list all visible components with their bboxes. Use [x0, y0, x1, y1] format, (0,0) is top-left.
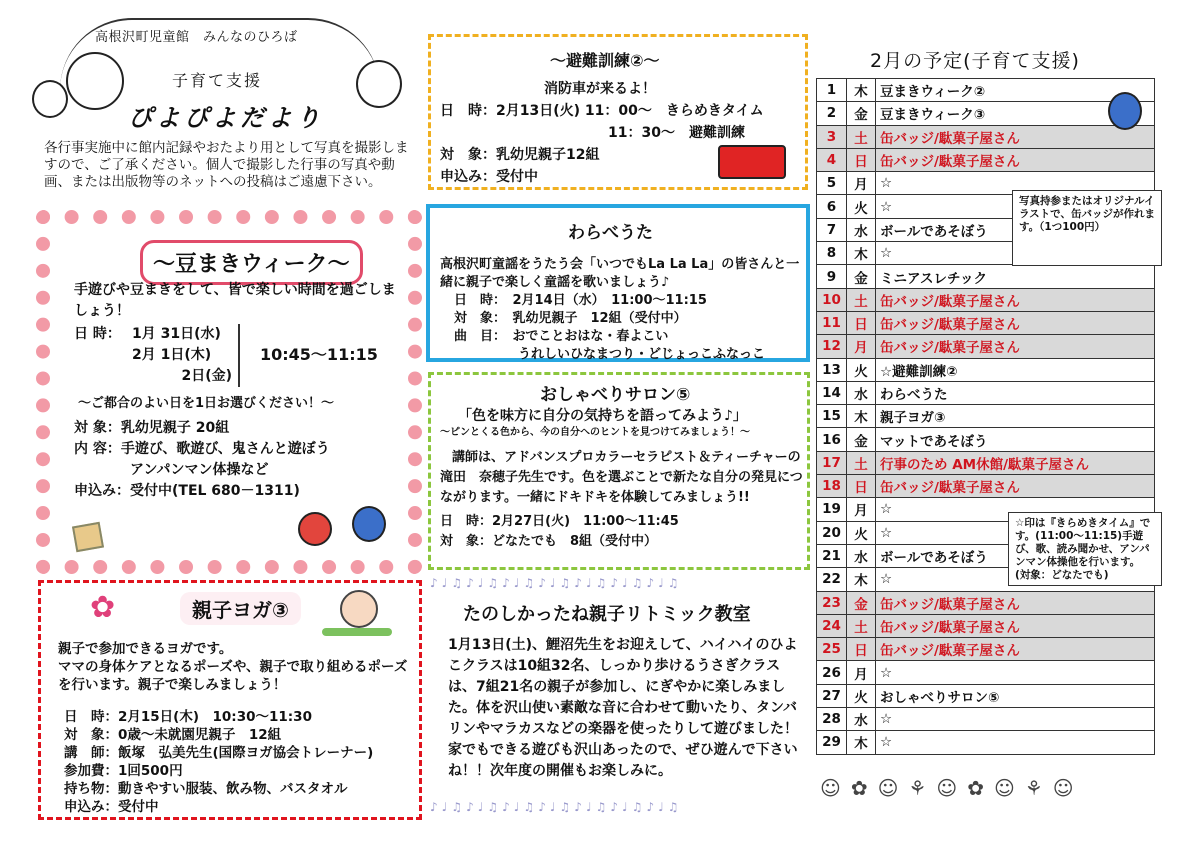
calendar-day: 14	[817, 381, 847, 404]
calendar-event: 缶バッジ/駄菓子屋さん	[876, 591, 1155, 614]
calendar-weekday: 日	[847, 311, 876, 334]
calendar-row	[817, 381, 1155, 404]
mame-date-label: 日 時：	[74, 326, 121, 342]
yoga-target: 対 象：0歳～未就園児親子 12組	[64, 727, 282, 743]
salon-body	[440, 406, 804, 552]
calendar-event: ☆	[876, 521, 1155, 544]
calendar-day: 29	[817, 731, 847, 754]
header-title: ぴよぴよだより	[128, 104, 324, 132]
calendar-weekday: 金	[847, 265, 876, 288]
salon-text: 講師は、アドバンスプロカラーセラピスト＆ティーチャーの滝田 奈穂子先生です。色を選ぶことで新たな自分の発見につながります。一緒にドキドキを体験してみましょう!!	[440, 450, 803, 505]
yoga-apply: 申込み：受付中	[64, 799, 159, 815]
calendar-day: 11	[817, 311, 847, 334]
calendar-event: ボールであそぼう	[876, 544, 1155, 567]
calendar-day: 4	[817, 148, 847, 171]
calendar-weekday: 土	[847, 451, 876, 474]
calendar-weekday: 水	[847, 381, 876, 404]
flower-icon: ✿	[90, 590, 116, 625]
music-notes-decoration: ♪♩♫♪♩♫♪♩♫♪♩♫♪♩♫♪♩♫♪♩♫	[430, 576, 683, 590]
calendar-event: 缶バッジ/駄菓子屋さん	[876, 335, 1155, 358]
oni-blue-icon	[352, 506, 386, 542]
calendar-event: マットであそぼう	[876, 428, 1155, 451]
warabe-intro: 高根沢町童謡をうたう会「いつでもLa La La」の皆さんと一緒に親子で楽しく童謡を歌いましょう♪	[440, 257, 800, 290]
calendar-event: わらべうた	[876, 381, 1155, 404]
calendar-event: 豆まきウィーク③	[876, 102, 1155, 125]
yoga-body	[58, 640, 408, 816]
calendar-weekday: 木	[847, 242, 876, 265]
badge-callout: 写真持参またはオリジナルイラストで、缶バッジが作れます。（1つ100円）	[1012, 190, 1162, 266]
calendar-row	[817, 428, 1155, 451]
calendar-weekday: 水	[847, 218, 876, 241]
calendar-weekday: 月	[847, 172, 876, 195]
calendar-row	[817, 614, 1155, 637]
calendar-event: ☆	[876, 731, 1155, 754]
salon-theme-sub: ～ピンとくる色から、今の自分へのヒントを見つけてみましょう！～	[440, 427, 750, 438]
calendar-weekday: 木	[847, 405, 876, 428]
calendar-day: 2	[817, 102, 847, 125]
calendar-weekday: 水	[847, 708, 876, 731]
calendar-weekday: 月	[847, 498, 876, 521]
calendar-row	[817, 475, 1155, 498]
calendar-event: ☆避難訓練②	[876, 358, 1155, 381]
calendar-weekday: 火	[847, 684, 876, 707]
calendar-weekday: 月	[847, 661, 876, 684]
calendar-event: 缶バッジ/駄菓子屋さん	[876, 288, 1155, 311]
warabe-body	[440, 256, 804, 364]
calendar-day: 18	[817, 475, 847, 498]
calendar-title: 2月の予定(子育て支援)	[870, 50, 1080, 72]
rhythm-body: 1月13日(土)、鯉沼先生をお迎えして、ハイハイのひよこクラスは10組32名、しっかり歩けるうさぎクラスは、7組21名の親子が参加し、にぎやかに楽しみました。体を沢山使い素敵な音に合わせて動いたり、タンバリンやマラカスなどの楽器を使ったりして遊びました！家でもできる遊びも沢山あったので、ぜひ遊んで下さいね！！次年度の開催もお楽しみに。	[448, 637, 798, 779]
calendar-row	[817, 311, 1155, 334]
photo-notice: 各行事実施中に館内記録やおたより用として写真を撮影しますので、ご了承ください。個人で撮影した行事の写真や動画、または出版物等のネットへの投稿はご遠慮下さい。	[44, 140, 409, 190]
calendar-weekday: 木	[847, 79, 876, 102]
calendar-row	[817, 288, 1155, 311]
calendar-day: 23	[817, 591, 847, 614]
calendar-day: 26	[817, 661, 847, 684]
kid-illustration	[32, 80, 68, 118]
mame-week-body	[74, 280, 404, 502]
calendar-day: 22	[817, 568, 847, 591]
calendar-row	[817, 125, 1155, 148]
calendar-day: 1	[817, 79, 847, 102]
calendar-event: ☆	[876, 172, 1155, 195]
salon-theme: 「色を味方に自分の気持ちを語ってみよう♪」	[458, 408, 747, 424]
calendar-weekday: 月	[847, 335, 876, 358]
calendar-day: 7	[817, 218, 847, 241]
header-subtitle: 子育て支援	[172, 71, 263, 90]
calendar-event: 缶バッジ/駄菓子屋さん	[876, 125, 1155, 148]
calendar-row	[817, 451, 1155, 474]
calendar-event: 親子ヨガ③	[876, 405, 1155, 428]
calendar-weekday: 土	[847, 288, 876, 311]
mame-date: 2日(金)	[181, 368, 232, 384]
calendar-row	[817, 591, 1155, 614]
oni-blue-icon	[1108, 92, 1142, 130]
yoga-intro: 親子で参加できるヨガです。	[58, 641, 233, 657]
calendar-day: 10	[817, 288, 847, 311]
calendar-day: 8	[817, 242, 847, 265]
warabe-songs: うれしいひなまつり・どじょっこふなっこ	[518, 347, 766, 362]
calendar-row	[817, 358, 1155, 381]
yoga-intro: ママの身体ケアとなるポーズや、親子で取り組めるポーズを行います。親子で楽しみましょう！	[58, 659, 408, 693]
calendar-weekday: 土	[847, 125, 876, 148]
calendar-row	[817, 265, 1155, 288]
mame-dates	[74, 324, 404, 387]
yoga-fee: 参加費：1回500円	[64, 763, 183, 779]
calendar-weekday: 火	[847, 521, 876, 544]
bottom-decoration-icons: ☺✿☺⚘☺✿☺⚘☺	[820, 776, 1084, 800]
yoga-items: 持ち物：動きやすい服装、飲み物、バスタオル	[64, 781, 348, 797]
music-notes-decoration: ♪♩♫♪♩♫♪♩♫♪♩♫♪♩♫♪♩♫♪♩♫	[430, 800, 683, 814]
mame-date: 1月 31日(水)	[132, 326, 221, 342]
calendar-day: 9	[817, 265, 847, 288]
warabe-date: 日 時： 2月14日（水） 11:00～11:15	[454, 293, 707, 308]
header-org: 高根沢町児童館 みんなのひろば	[95, 30, 298, 45]
calendar-weekday: 日	[847, 148, 876, 171]
salon-title: おしゃべりサロン⑤	[540, 385, 691, 405]
calendar-event: おしゃべりサロン⑤	[876, 684, 1155, 707]
calendar-event: 缶バッジ/駄菓子屋さん	[876, 311, 1155, 334]
calendar-event: 缶バッジ/駄菓子屋さん	[876, 148, 1155, 171]
calendar-weekday: 日	[847, 475, 876, 498]
warabe-songs: 曲 目： おでことおはな・春よこい	[454, 329, 669, 344]
evac-title: ～避難訓練②～	[550, 51, 660, 70]
mame-content: アンパンマン体操など	[130, 462, 269, 478]
calendar-row	[817, 708, 1155, 731]
salon-date: 日 時：2月27日(火) 11:00～11:45	[440, 514, 679, 529]
calendar-day: 20	[817, 521, 847, 544]
calendar-event: 缶バッジ/駄菓子屋さん	[876, 638, 1155, 661]
calendar-day: 28	[817, 708, 847, 731]
calendar-event: ☆	[876, 568, 1155, 591]
calendar-day: 15	[817, 405, 847, 428]
salon-target: 対 象：どなたでも 8組（受付中）	[440, 534, 658, 549]
calendar-weekday: 木	[847, 568, 876, 591]
calendar-event: ボールであそぼう	[876, 218, 1155, 241]
calendar-day: 17	[817, 451, 847, 474]
mame-date: 2月 1日(木)	[132, 347, 212, 363]
calendar-day: 27	[817, 684, 847, 707]
evac-sub: 消防車が来るよ！	[544, 81, 656, 97]
calendar-weekday: 木	[847, 731, 876, 754]
kirameki-callout: ☆印は『きらめきタイム』です。(11:00～11:15)手遊び、歌、読み聞かせ、アンパンマン体操他を行います。(対象：どなたでも)	[1008, 512, 1162, 586]
oni-red-icon	[298, 512, 332, 546]
calendar-day: 5	[817, 172, 847, 195]
mame-choose: ～ご都合のよい日を1日お選びください！～	[78, 396, 335, 411]
evac-apply: 申込み：受付中	[440, 169, 538, 185]
calendar-row	[817, 661, 1155, 684]
bean-box-icon	[72, 522, 104, 552]
yoga-mom-icon	[340, 590, 378, 628]
mame-target: 対 象：乳幼児親子 20組	[74, 420, 230, 436]
calendar-weekday: 日	[847, 638, 876, 661]
calendar-day: 6	[817, 195, 847, 218]
kid-illustration	[66, 52, 124, 110]
calendar-day: 12	[817, 335, 847, 358]
yoga-title: 親子ヨガ③	[180, 592, 301, 625]
fire-truck-icon	[718, 145, 786, 179]
mame-date-list	[132, 324, 240, 387]
calendar-event: ☆	[876, 498, 1155, 521]
calendar-event: ☆	[876, 708, 1155, 731]
mame-week-title: ～豆まきウィーク～	[140, 240, 363, 285]
warabe-target: 対 象： 乳幼児親子 12組（受付中）	[454, 311, 687, 326]
mame-intro: 手遊びや豆まきをして、皆で楽しい時間を過ごしましょう！	[74, 282, 396, 319]
calendar-day: 25	[817, 638, 847, 661]
calendar-day: 19	[817, 498, 847, 521]
calendar-day: 13	[817, 358, 847, 381]
calendar-event: ☆	[876, 195, 1155, 218]
calendar-day: 24	[817, 614, 847, 637]
yoga-teacher: 講 師：飯塚 弘美先生(国際ヨガ協会トレーナー)	[64, 745, 374, 761]
calendar-row	[817, 405, 1155, 428]
calendar-event: ミニアスレチック	[876, 265, 1155, 288]
rhythm-title: たのしかったね親子リトミック教室	[463, 604, 751, 625]
calendar-weekday: 土	[847, 614, 876, 637]
calendar-row	[817, 335, 1155, 358]
calendar-row	[817, 79, 1155, 102]
calendar-event: 行事のため AM休館/駄菓子屋さん	[876, 451, 1155, 474]
calendar-weekday: 火	[847, 358, 876, 381]
warabe-title: わらべうた	[568, 223, 653, 243]
evac-date: 11：30～ 避難訓練	[608, 125, 745, 141]
calendar-row	[817, 638, 1155, 661]
calendar-event: 缶バッジ/駄菓子屋さん	[876, 614, 1155, 637]
calendar-row	[817, 684, 1155, 707]
calendar-event: 缶バッジ/駄菓子屋さん	[876, 475, 1155, 498]
calendar-row	[817, 102, 1155, 125]
yoga-date: 日 時：2月15日(木) 10:30～11:30	[64, 709, 312, 725]
calendar-weekday: 金	[847, 102, 876, 125]
calendar-event: ☆	[876, 661, 1155, 684]
mame-content: 内 容：手遊び、歌遊び、鬼さんと遊ぼう	[74, 441, 330, 457]
calendar-event: ☆	[876, 242, 1155, 265]
calendar-day: 16	[817, 428, 847, 451]
mame-apply: 申込み：受付中(TEL 680－1311)	[74, 483, 300, 499]
mame-time: 10:45～11:15	[260, 345, 378, 364]
calendar-row	[817, 731, 1155, 754]
kid-illustration	[356, 60, 402, 108]
calendar-weekday: 火	[847, 195, 876, 218]
calendar-weekday: 金	[847, 428, 876, 451]
calendar-row	[817, 148, 1155, 171]
calendar-day: 3	[817, 125, 847, 148]
evac-target: 対 象：乳幼児親子12組	[440, 147, 600, 163]
calendar-weekday: 水	[847, 544, 876, 567]
yoga-mat-icon	[322, 628, 392, 636]
calendar-weekday: 金	[847, 591, 876, 614]
calendar-event: 豆まきウィーク②	[876, 79, 1155, 102]
evac-date: 日 時：2月13日(火) 11：00～ きらめきタイム	[440, 103, 764, 119]
calendar-table	[816, 78, 1155, 755]
calendar-day: 21	[817, 544, 847, 567]
